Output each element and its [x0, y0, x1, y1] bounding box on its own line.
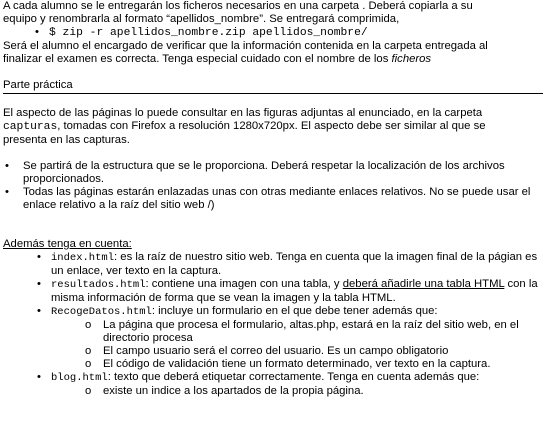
section-heading	[3, 79, 543, 94]
capturas-code: capturas	[3, 121, 58, 133]
file-name: index.html	[51, 252, 115, 264]
rule-item: • Se partirá de la estructura que se le proporciona. Deberá respetar la localización de los archivos proporcionados.	[5, 160, 505, 185]
sub-item: o existe un indice a los apartados de la propia página.	[85, 385, 364, 397]
zip-command-item	[3, 26, 543, 40]
sub-item: o La página que procesa el formulario, altas.php, estará en la raíz del sitio web, en el directorio procesa	[85, 319, 519, 344]
rules-list	[3, 160, 543, 212]
file-item-resultados: • resultados.html: contiene una imagen con una tabla, y deberá añadirle una tabla HTML con la misma información de forma que se vean la imagen y la tabla HTML.	[37, 278, 538, 304]
intro-line-1: A cada alumno se le entregarán los ficheros necesarios en una carpeta . Deberá copiarla a su	[3, 0, 473, 12]
bullet-icon: •	[37, 305, 41, 317]
zip-command: $ zip -r apellidos_nombre.zip apellidos_nombre/	[49, 27, 368, 39]
bullet-icon: •	[37, 251, 41, 263]
file-item-blog: • blog.html: texto que deberá etiquetar correctamente. Tenga en cuenta además que: o existe un indice a los apartados de la propia página.	[37, 371, 543, 398]
ademas-heading: Además tenga en cuenta:	[3, 238, 132, 250]
file-item-index: • index.html: es la raíz de nuestro sitio web. Tenga en cuenta que la imagen final de la págian es un enlace, ver texto en la captura.	[37, 251, 538, 277]
bullet-icon: •	[35, 26, 39, 38]
bullet-icon: •	[37, 278, 41, 290]
file-item-recoge: • RecogeDatos.html: incluye un formulario en el que debe tener además que: o La página que procesa el formulario, altas.php, estará en la raíz del sitio web, en el directorio procesa o El campo usuario será el correo del usuario. Es un campo obligatorio o El código de validación tiene un formato determinado, ver texto en la captura.	[37, 305, 543, 371]
sub-item: o El campo usuario será el correo del usuario. Es un campo obligatorio	[85, 345, 449, 357]
rule-item: • Todas las páginas estarán enlazadas unas con otras mediante enlaces relativos. No se puede usar el enlace relativo a la raíz del sitio web /)	[5, 186, 531, 211]
bullet-icon: •	[5, 186, 9, 198]
file-name: RecogeDatos.html	[51, 306, 152, 318]
intro-line-3: Será el alumno el encargado de verificar que la información contenida en la carpeta entregada al	[3, 40, 488, 52]
bullet-icon: •	[37, 371, 41, 383]
blog-sublist	[51, 385, 543, 398]
sub-item: o El código de validación tiene un formato determinado, ver texto en la captura.	[85, 358, 491, 370]
file-name: resultados.html	[51, 279, 146, 291]
files-list	[3, 251, 543, 398]
intro-line-4: finalizar el examen es correcta. Tenga especial cuidado con el nombre de los ficheros	[3, 53, 432, 65]
table-requirement: deberá añadirle una tabla HTML	[342, 278, 505, 290]
intro-line-2: equipo y renombrarla al formato “apellidos_nombre”. Se entregará comprimida,	[3, 13, 400, 25]
bullet-icon: •	[5, 160, 9, 172]
practica-paragraph: El aspecto de las páginas lo puede consultar en las figuras adjuntas al enunciado, en la carpeta capturas, tomadas con Firefox a resolución 1280x720px. El aspecto debe ser similar al que se presenta en las capturas.	[3, 107, 486, 146]
section-heading-text: Parte práctica	[3, 79, 73, 91]
file-name: blog.html	[51, 372, 108, 384]
recoge-sublist	[51, 319, 543, 371]
